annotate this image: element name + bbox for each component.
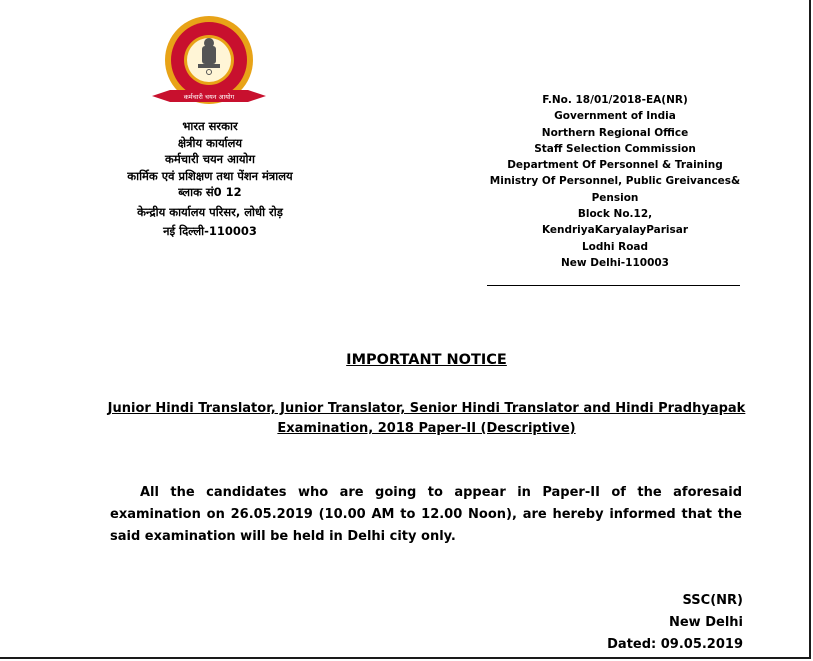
header-divider xyxy=(487,285,740,286)
address-line: Staff Selection Commission xyxy=(534,142,696,155)
hindi-header-line: क्षेत्रीय कार्यालय xyxy=(177,135,243,150)
address-line: Ministry Of Personnel, Public Greivances& xyxy=(489,175,741,188)
address-line: Block No.12, xyxy=(577,208,653,221)
hindi-header-line: कर्मचारी चयन आयोग xyxy=(165,152,255,166)
signature-block xyxy=(607,590,743,656)
ssc-logo xyxy=(148,12,270,116)
address-line: Pension xyxy=(591,191,639,204)
notice-title: IMPORTANT NOTICE xyxy=(346,352,507,368)
logo-ribbon-text: कर्मचारी चयन आयोग xyxy=(183,93,235,101)
signature-office: SSC(NR) xyxy=(682,593,743,608)
address-line: Department Of Personnel & Training xyxy=(507,159,723,172)
signature-city: New Delhi xyxy=(668,615,743,630)
hindi-header xyxy=(95,118,325,240)
hindi-header-line: भारत सरकार xyxy=(182,119,238,133)
address-line: KendriyaKaryalayParisar xyxy=(541,224,689,237)
address-line: New Delhi-110003 xyxy=(561,256,669,269)
signature-date: Dated: 09.05.2019 xyxy=(607,637,743,652)
hindi-header-line: ब्लाक सं0 12 xyxy=(178,185,242,199)
hindi-header-line: कार्मिक एवं प्रशिक्षण तथा पेंशन मंत्रालय xyxy=(127,168,293,183)
file-number: F.No. 18/01/2018-EA(NR) xyxy=(542,94,688,106)
address-line: Northern Regional Office xyxy=(541,126,689,139)
hindi-header-line: केन्द्रीय कार्यालय परिसर, लोधी रोड़ xyxy=(137,204,283,219)
address-line: Lodhi Road xyxy=(581,240,649,253)
address-line: Government of India xyxy=(554,110,676,123)
notice-subject: Junior Hindi Translator, Junior Translator, Senior Hindi Translator and Hindi Pradhyapak Examination, 2018 Paper-II (Descriptive) xyxy=(107,401,746,436)
notice-body: All the candidates who are going to appear in Paper-II of the aforesaid examination on 26.05.2019 (10.00 AM to 12.00 Noon), are hereby informed that the said examination will be held in Delhi city only. xyxy=(110,485,742,544)
english-header xyxy=(480,92,750,271)
hindi-header-line: नई दिल्ली-110003 xyxy=(163,224,257,238)
